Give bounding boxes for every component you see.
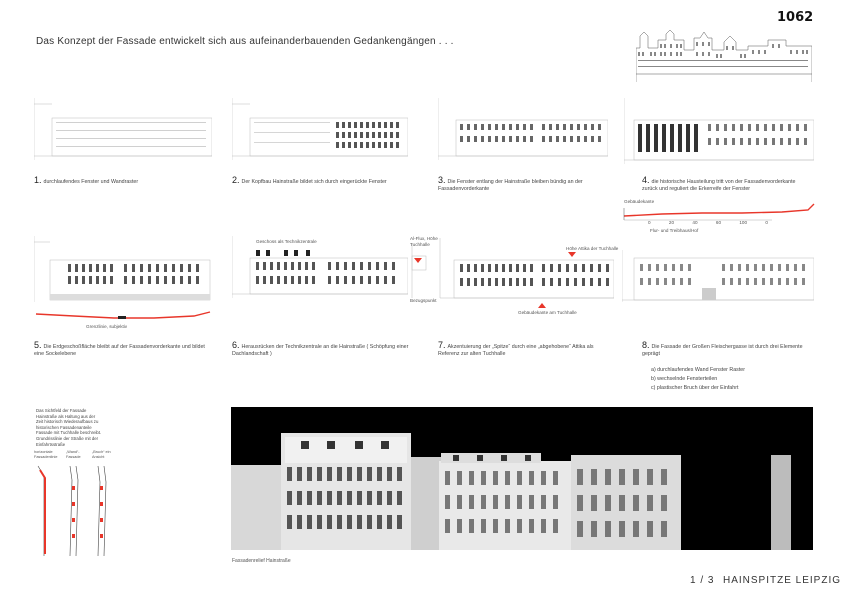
step-4-axis-tick: 0 [765, 220, 768, 225]
profile-label-3: „Bruch“ ein Ansicht [92, 450, 111, 459]
diagram-step-1 [34, 98, 212, 160]
step-4-text: die historische Hausteilung tritt von der Fassadenvorderkante zurück und reguliert die Erkerreife der Fenster [642, 179, 796, 192]
step-7-text: Akzentuierung der „Spitze“ durch eine „abgehobene“ Attika als Referenz zur alten Tuchhalle [438, 344, 594, 357]
historic-streetscape [636, 26, 812, 82]
step-1-text: durchlaufendes Fenster und Wandraster [43, 179, 139, 185]
step-7-caption [438, 342, 610, 358]
profile-label-1: horizontale Fassadenlinie [34, 450, 58, 459]
step-8-caption [642, 342, 812, 358]
step-5-number: 5. [34, 340, 42, 350]
step-4-axis-tick: 0 [648, 220, 651, 225]
step-1-caption [34, 177, 214, 186]
step-2-caption [232, 177, 412, 186]
diagram-step-2 [232, 98, 408, 160]
facade-relief-image [231, 407, 813, 550]
step-5-text: Die Erdgeschoßfläche bleibt auf der Fassadenvorderkante und bildet eine Sockelebene [34, 344, 205, 357]
step-6-number: 6. [232, 340, 240, 350]
step-7-number: 7. [438, 340, 446, 350]
step-4-axis-tick: 40 [692, 220, 698, 225]
step-6-technical-label: Geschoss als Technikzentrale [256, 239, 317, 244]
diagram-step-6 [232, 236, 408, 302]
step-7-left-top-label: Al-Flux, Höhe Tuchhalle [410, 236, 438, 247]
step-6-caption [232, 342, 412, 358]
profile-label-2: „Wand“-Fassade [66, 450, 81, 459]
step-7-left-bottom-label: Bezugspunkt [410, 298, 437, 303]
step-3-caption [438, 177, 608, 193]
step-1-number: 1. [34, 175, 42, 185]
diagram-step-8 [622, 248, 814, 304]
step-4-number: 4. [642, 175, 650, 185]
project-name: HAINSPITZE LEIPZIG [723, 575, 842, 586]
step-2-text: Der Kopfbau Hainstraße bildet sich durch eingerückte Fenster [241, 179, 387, 185]
step-4-axis-tick: 100 [739, 220, 748, 225]
diagram-step-4 [624, 98, 814, 166]
step-8-text: Die Fassade der Großen Fleischergasse ist durch drei Elemente geprägt [642, 344, 803, 357]
facade-profiles [34, 446, 114, 558]
step-8-list-item: b) wechselnde Fensterteilen [651, 376, 718, 382]
step-8-list [651, 366, 801, 393]
step-8-list-item: a) durchlaufendes Wand Fenster Raster [651, 367, 746, 373]
step-4-caption [642, 177, 812, 193]
side-note: Das Sichtfeld der Fassade Hainstraße als Haltung aus der Zeit historisch Wiederaufbaus zu historischen Fassadenanteile Fassade mit Tuchhalle beschreibt. Grundrisslinie der Straße mit der Einfahrtsstraße [36, 408, 102, 447]
step-7-bottom-label: Gebäudekante am Tuchhalle [518, 310, 577, 315]
step-2-number: 2. [232, 175, 240, 185]
step-7-top-label: Höhe Attika der Tuchhalle [566, 246, 619, 251]
step-6-text: Herausrücken der Technikzentrale an die Hainstraße ( Schöpfung einer Dachlandschaft ) [232, 344, 409, 357]
step-4-axis [648, 220, 768, 226]
relief-caption: Fassadenrelief Hainstraße [232, 558, 291, 564]
step-8-list-item: c) plastischer Bruch über der Einfahrt [651, 385, 739, 391]
step-3-number: 3. [438, 175, 446, 185]
step-4-sub-label: Flur- und Treibhaus/Hof [650, 228, 699, 233]
step-5-boundary-label: Grenzlinie, subjektiv [86, 324, 128, 329]
step-5-caption [34, 342, 214, 358]
step-8-number: 8. [642, 340, 650, 350]
diagram-step-3 [438, 98, 608, 160]
diagram-step-5 [34, 236, 212, 322]
step-4-axis-tick: 20 [668, 220, 675, 225]
step-4-edge-label: Gebäudekante [624, 199, 655, 204]
step-3-text: Die Fenster entlang der Hainstraße bleiben bündig an der Fassadenvorderkante [438, 179, 583, 192]
page-number: 1 / 3 [690, 575, 715, 586]
page-title: Das Konzept der Fassade entwickelt sich aus aufeinanderbauenden Gedankengängen . . . [36, 36, 454, 47]
sheet-number: 1062 [777, 10, 814, 25]
step-4-axis-tick: 60 [715, 220, 722, 225]
